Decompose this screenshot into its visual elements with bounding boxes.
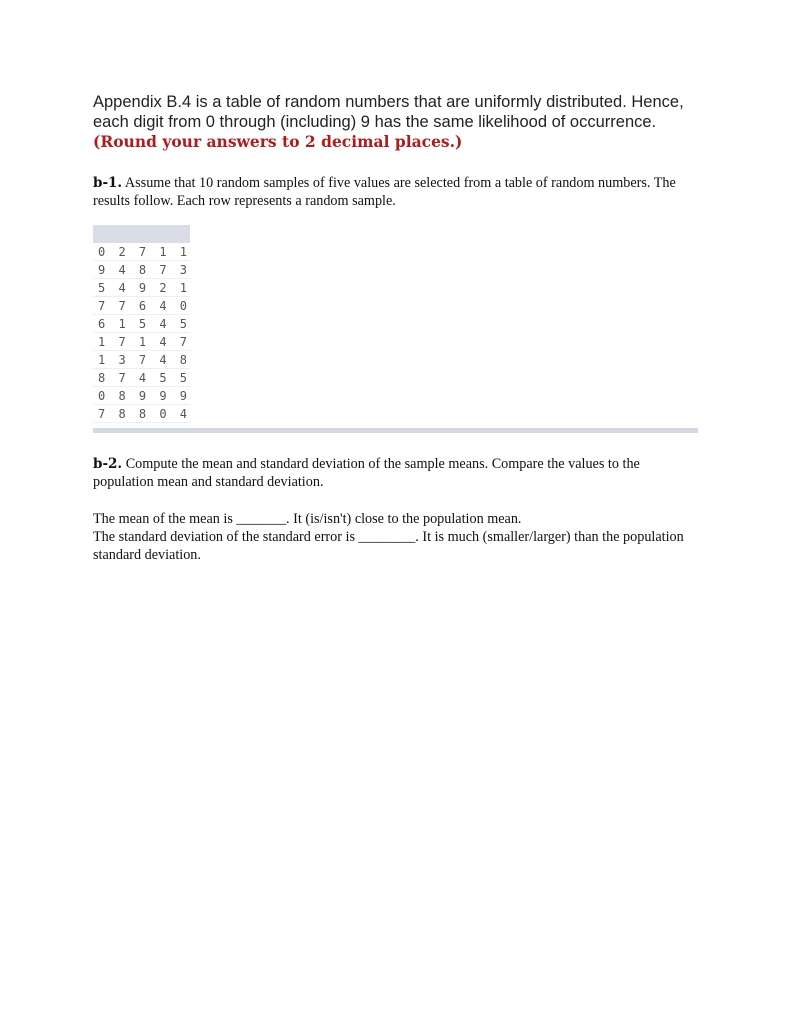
sample-row-7: 1 3 7 4 8 (93, 351, 190, 369)
question-b2 (93, 455, 703, 491)
table-row (93, 405, 190, 423)
sample-row-10: 7 8 8 0 4 (93, 405, 190, 423)
table-row (93, 315, 190, 333)
table-row (93, 351, 190, 369)
sample-row-5: 6 1 5 4 5 (93, 315, 190, 333)
question-b1-label: b-1. (93, 175, 123, 191)
rounding-instruction: (Round your answers to 2 decimal places.) (93, 132, 463, 151)
table-row (93, 297, 190, 315)
table-header-row (93, 225, 190, 243)
sample-row-9: 0 8 9 9 9 (93, 387, 190, 405)
table-row (93, 387, 190, 405)
random-numbers-table (93, 225, 190, 423)
table-row (93, 369, 190, 387)
question-b1 (93, 174, 703, 210)
question-b2-text: Compute the mean and standard deviation of the sample means. Compare the values to the population mean and standard deviation. (93, 456, 640, 490)
sample-row-6: 1 7 1 4 7 (93, 333, 190, 351)
sample-row-2: 9 4 8 7 3 (93, 261, 190, 279)
table-row (93, 261, 190, 279)
section-divider (93, 428, 698, 433)
table-row (93, 243, 190, 261)
table-row (93, 279, 190, 297)
question-b2-label: b-2. (93, 456, 123, 472)
sample-row-8: 8 7 4 5 5 (93, 369, 190, 387)
sample-row-4: 7 7 6 4 0 (93, 297, 190, 315)
intro-text: Appendix B.4 is a table of random numbers that are uniformly distributed. Hence, each digit from 0 through (including) 9 has the same likelihood of occurrence. (93, 93, 684, 131)
sample-row-1: 0 2 7 1 1 (93, 243, 190, 261)
table-header-cell (93, 225, 190, 243)
answer-statements (93, 510, 703, 564)
intro-paragraph (93, 92, 693, 152)
table-row (93, 333, 190, 351)
question-b1-text: Assume that 10 random samples of five values are selected from a table of random numbers. The results follow. Each row represents a random sample. (93, 175, 676, 209)
mean-answer-line: The mean of the mean is _______. It (is/isn't) close to the population mean. (93, 511, 522, 527)
std-dev-answer-line: The standard deviation of the standard error is ________. It is much (smaller/larger) than the population standard deviation. (93, 529, 684, 563)
sample-row-3: 5 4 9 2 1 (93, 279, 190, 297)
